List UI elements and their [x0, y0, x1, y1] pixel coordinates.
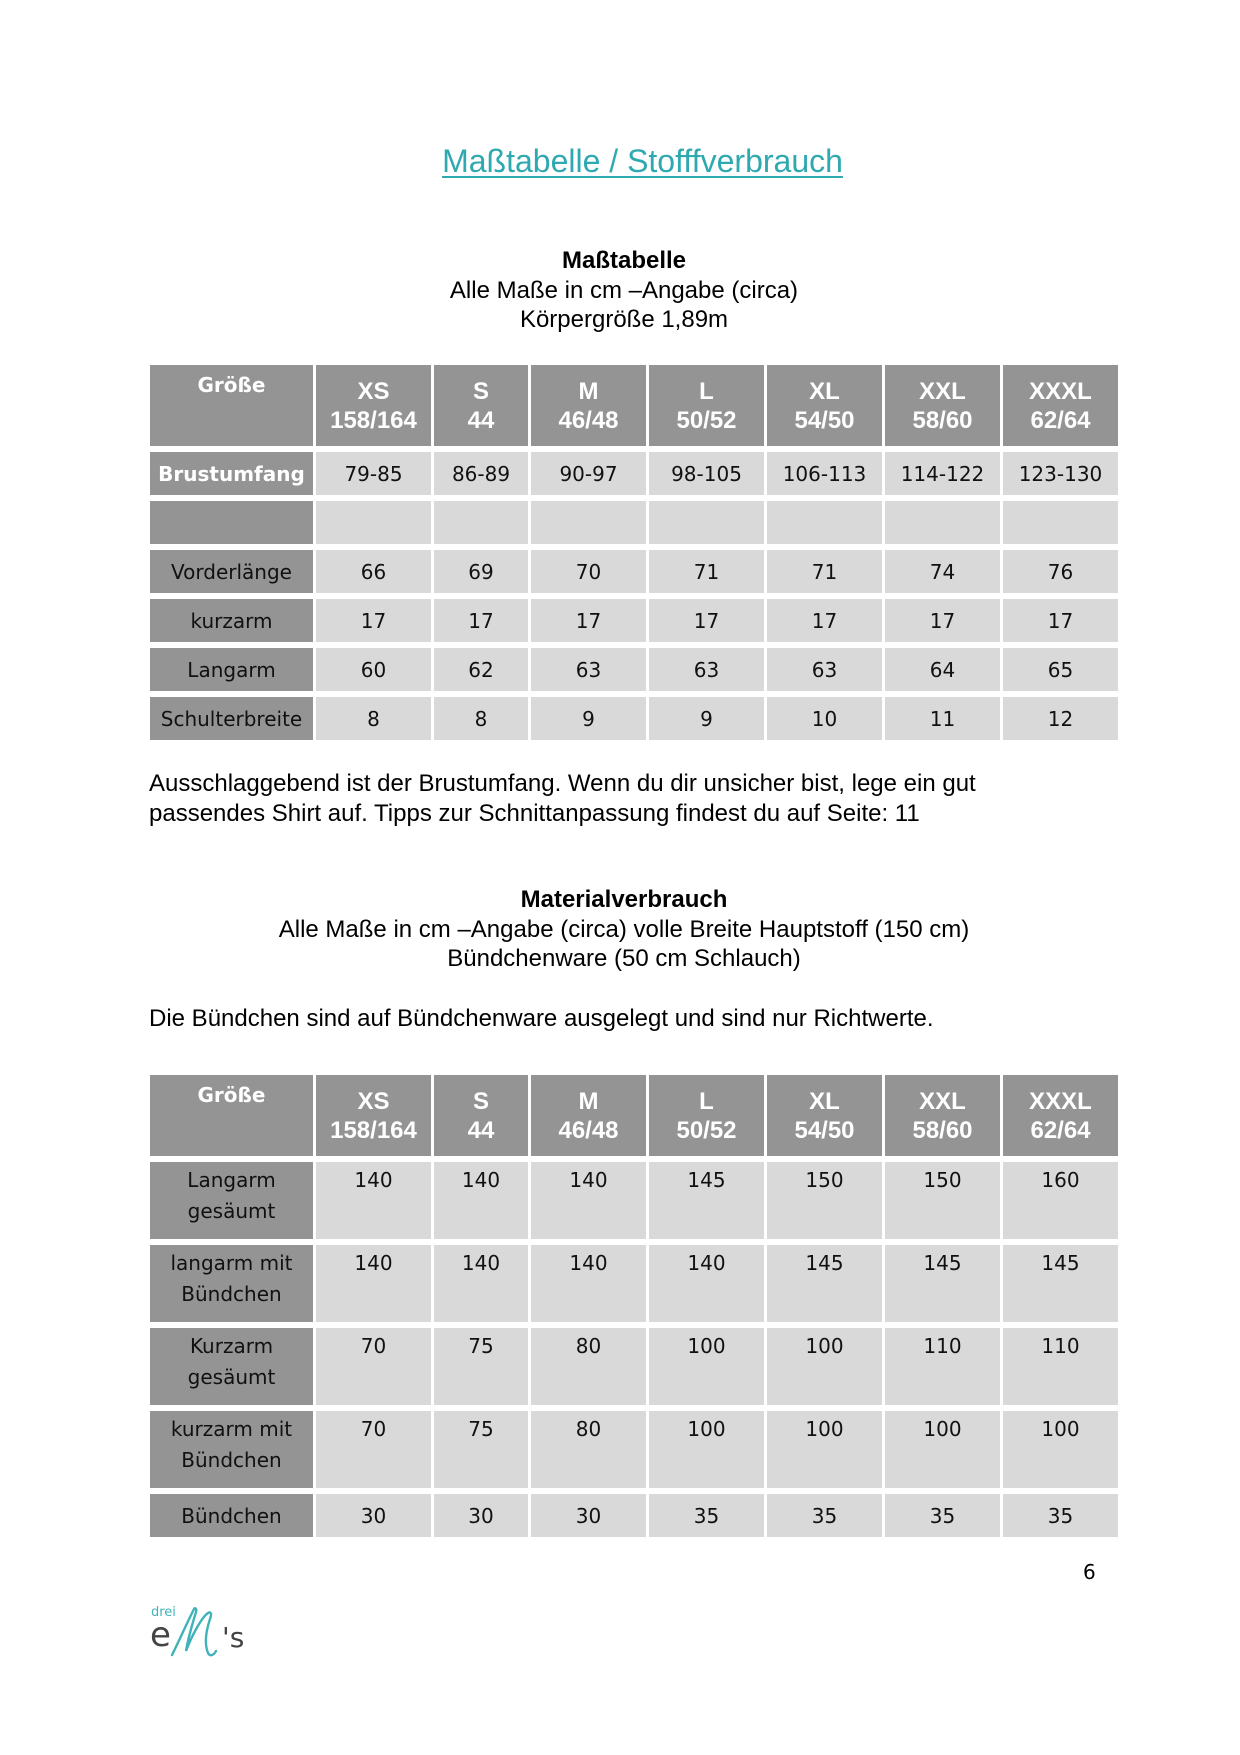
size-table-heading-block [0, 246, 1240, 335]
size-column-header: M 46/48 [531, 1075, 646, 1156]
size-table-heading: Maßtabelle [561, 247, 687, 274]
table-row-empty [150, 501, 1118, 544]
table-cell: 9 [531, 697, 646, 740]
size-column-header: XL 54/50 [767, 365, 882, 446]
row-label: Kurzarm gesäumt [150, 1328, 313, 1405]
table-cell: 69 [434, 550, 528, 593]
table-cell: 145 [767, 1245, 882, 1322]
row-label: Schulterbreite [150, 697, 313, 740]
table-cell: 98-105 [649, 452, 764, 495]
table-cell: 17 [434, 599, 528, 642]
table-cell: 140 [316, 1245, 431, 1322]
logo-small-text: drei [151, 1605, 176, 1620]
size-column-header: S 44 [434, 365, 528, 446]
material-heading-block [0, 885, 1240, 974]
table-cell: 8 [434, 697, 528, 740]
table-cell: 10 [767, 697, 882, 740]
table-cell: 100 [649, 1411, 764, 1488]
table-cell: 35 [1003, 1494, 1118, 1537]
table-cell: 35 [767, 1494, 882, 1537]
ribbing-note: Die Bündchen sind auf Bündchenware ausgelegt und sind nur Richtwerte. [149, 1005, 934, 1032]
table-cell: 17 [885, 599, 1000, 642]
table-cell: 66 [316, 550, 431, 593]
table-cell: 80 [531, 1328, 646, 1405]
table-row [150, 452, 1118, 495]
table-cell: 110 [1003, 1328, 1118, 1405]
table-cell: 140 [434, 1162, 528, 1239]
table-cell: 100 [767, 1411, 882, 1488]
table-cell: 9 [649, 697, 764, 740]
script-m-logo-icon [164, 1603, 226, 1663]
page-title: Maßtabelle / Stofffverbrauch [442, 143, 843, 179]
table-row [150, 1328, 1118, 1405]
table-cell: 86-89 [434, 452, 528, 495]
table-cell: 100 [767, 1328, 882, 1405]
table-cell: 30 [434, 1494, 528, 1537]
size-column-header: XS 158/164 [316, 1075, 431, 1156]
table-cell: 100 [1003, 1411, 1118, 1488]
material-heading: Materialverbrauch [520, 886, 728, 913]
table-cell: 17 [1003, 599, 1118, 642]
table-cell: 65 [1003, 648, 1118, 691]
table-cell: 63 [767, 648, 882, 691]
table-row [150, 697, 1118, 740]
size-table-corner-label: Größe [150, 365, 313, 446]
size-column-header: XXXL 62/64 [1003, 1075, 1118, 1156]
table-row [150, 1494, 1118, 1537]
table-cell: 90-97 [531, 452, 646, 495]
material-subheading-fabric: Alle Maße in cm –Angabe (circa) volle Breite Hauptstoff (150 cm) [278, 915, 970, 943]
table-cell: 8 [316, 697, 431, 740]
table-cell: 75 [434, 1411, 528, 1488]
table-cell: 74 [885, 550, 1000, 593]
row-label: Vorderlänge [150, 550, 313, 593]
page-number: 6 [1083, 1560, 1096, 1584]
brand-logo [150, 1603, 245, 1663]
table-cell: 30 [531, 1494, 646, 1537]
table-cell: 140 [649, 1245, 764, 1322]
table-cell: 76 [1003, 550, 1118, 593]
size-table-subheading-height: Körpergröße 1,89m [519, 306, 729, 333]
table-cell: 150 [885, 1162, 1000, 1239]
table-cell: 62 [434, 648, 528, 691]
size-column-header: S 44 [434, 1075, 528, 1156]
table-cell: 75 [434, 1328, 528, 1405]
material-table [147, 1069, 1121, 1543]
table-cell [649, 501, 764, 544]
table-cell: 145 [885, 1245, 1000, 1322]
table-cell: 70 [531, 550, 646, 593]
logo-letter-e: e [150, 1615, 171, 1655]
material-table-corner-label: Größe [150, 1075, 313, 1156]
row-label: langarm mit Bündchen [150, 1245, 313, 1322]
table-cell: 150 [767, 1162, 882, 1239]
fit-note-paragraph: Ausschlaggebend ist der Brustumfang. Wenn du dir unsicher bist, lege ein gut passendes Shirt auf. Tipps zur Schnittanpassung findest du auf Seite: 11 [149, 770, 976, 827]
size-column-header: XXXL 62/64 [1003, 365, 1118, 446]
table-cell [885, 501, 1000, 544]
table-cell [1003, 501, 1118, 544]
table-cell: 71 [649, 550, 764, 593]
table-cell: 140 [531, 1245, 646, 1322]
table-cell: 11 [885, 697, 1000, 740]
table-cell: 17 [767, 599, 882, 642]
table-cell: 114-122 [885, 452, 1000, 495]
row-label: Langarm [150, 648, 313, 691]
table-cell [767, 501, 882, 544]
table-cell: 145 [1003, 1245, 1118, 1322]
table-cell: 63 [649, 648, 764, 691]
size-column-header: L 50/52 [649, 1075, 764, 1156]
table-cell: 63 [531, 648, 646, 691]
table-cell: 17 [316, 599, 431, 642]
table-cell: 70 [316, 1411, 431, 1488]
table-cell: 160 [1003, 1162, 1118, 1239]
material-subheading-ribbing: Bündchenware (50 cm Schlauch) [447, 945, 801, 972]
table-cell: 140 [434, 1245, 528, 1322]
table-cell: 30 [316, 1494, 431, 1537]
table-cell [434, 501, 528, 544]
size-column-header: M 46/48 [531, 365, 646, 446]
table-cell: 17 [531, 599, 646, 642]
table-cell: 123-130 [1003, 452, 1118, 495]
table-cell [316, 501, 431, 544]
size-column-header: XXL 58/60 [885, 365, 1000, 446]
row-label: Langarm gesäumt [150, 1162, 313, 1239]
table-cell: 70 [316, 1328, 431, 1405]
table-row [150, 1245, 1118, 1322]
size-table [147, 359, 1121, 746]
size-column-header: XS 158/164 [316, 365, 431, 446]
material-table-header-row [150, 1075, 1118, 1156]
table-cell: 140 [316, 1162, 431, 1239]
table-cell: 106-113 [767, 452, 882, 495]
table-row [150, 599, 1118, 642]
table-cell: 64 [885, 648, 1000, 691]
size-column-header: XXL 58/60 [885, 1075, 1000, 1156]
size-column-header: L 50/52 [649, 365, 764, 446]
table-row [150, 1162, 1118, 1239]
row-label: kurzarm [150, 599, 313, 642]
row-label: Brustumfang [150, 452, 313, 495]
table-cell: 145 [649, 1162, 764, 1239]
table-cell: 35 [649, 1494, 764, 1537]
table-cell: 110 [885, 1328, 1000, 1405]
size-column-header: XL 54/50 [767, 1075, 882, 1156]
row-label: kurzarm mit Bündchen [150, 1411, 313, 1488]
table-cell [531, 501, 646, 544]
table-row [150, 550, 1118, 593]
table-cell: 100 [885, 1411, 1000, 1488]
table-row [150, 1411, 1118, 1488]
row-label [150, 501, 313, 544]
table-cell: 35 [885, 1494, 1000, 1537]
table-cell: 100 [649, 1328, 764, 1405]
table-cell: 140 [531, 1162, 646, 1239]
table-row [150, 648, 1118, 691]
row-label: Bündchen [150, 1494, 313, 1537]
size-table-header-row [150, 365, 1118, 446]
table-cell: 60 [316, 648, 431, 691]
size-table-subheading-units: Alle Maße in cm –Angabe (circa) [449, 276, 799, 304]
table-cell: 17 [649, 599, 764, 642]
table-cell: 80 [531, 1411, 646, 1488]
table-cell: 12 [1003, 697, 1118, 740]
table-cell: 71 [767, 550, 882, 593]
logo-suffix: 's [222, 1621, 245, 1654]
table-cell: 79-85 [316, 452, 431, 495]
